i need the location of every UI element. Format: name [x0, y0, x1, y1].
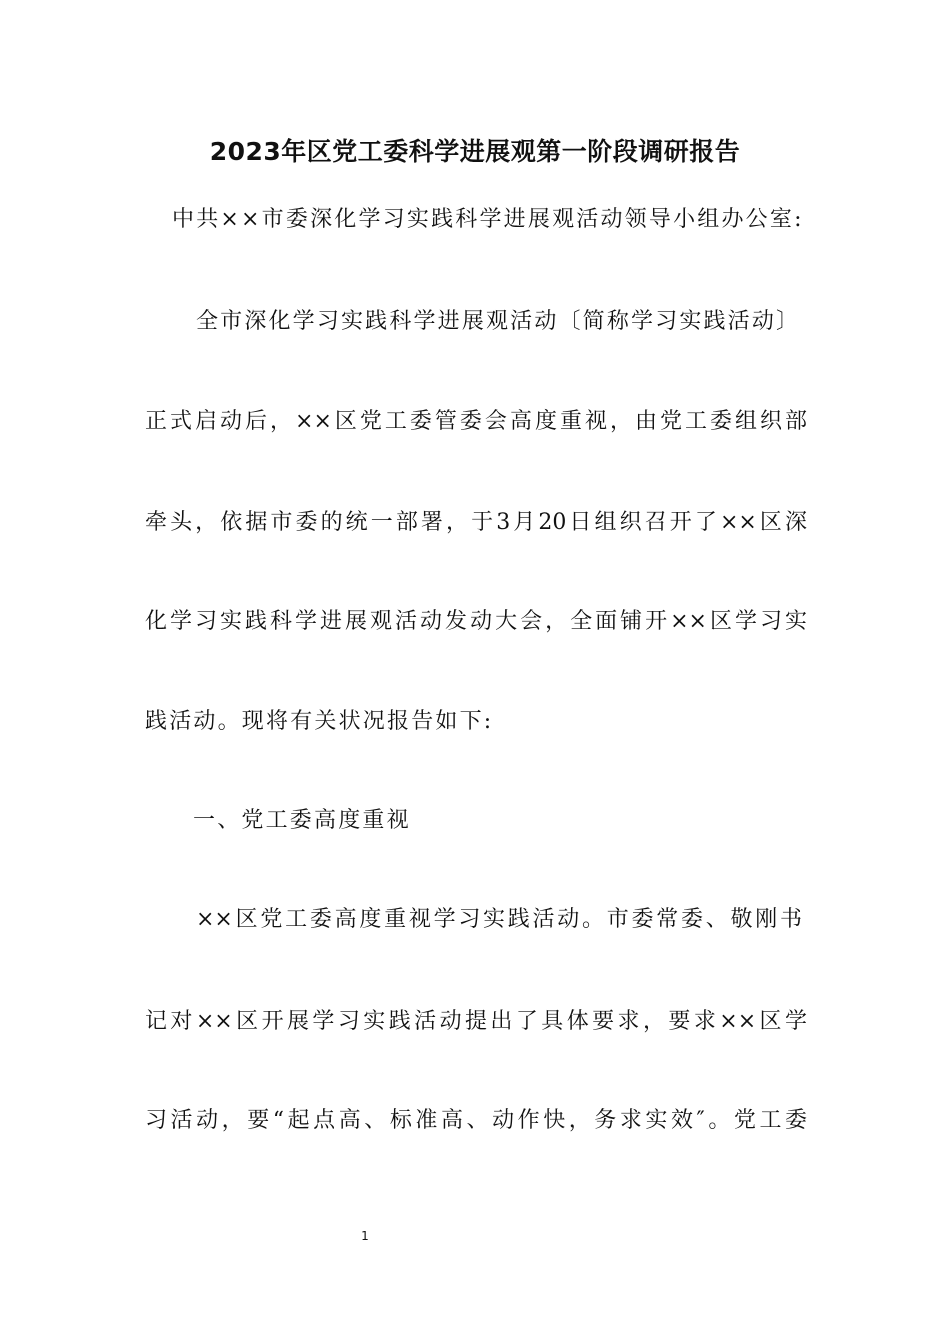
salutation-line: 中共××市委深化学习实践科学进展观活动领导小组办公室: [172, 207, 804, 232]
document-title: 2023年区党工委科学进展观第一阶段调研报告 [209, 137, 741, 166]
paragraph-line: ××区党工委高度重视学习实践活动。市委常委、敬刚书 [196, 907, 802, 932]
paragraph-line: 习活动，要“起点高、标准高、动作快，务求实效″。党工委 [145, 1108, 807, 1133]
paragraph-line: 践活动。现将有关状况报告如下: [145, 709, 494, 734]
paragraph-line: 全市深化学习实践科学进展观活动〔简称学习实践活动〕 [196, 309, 798, 334]
paragraph-line: 牵头，依据市委的统一部署，于3月20日组织召开了××区深 [145, 510, 807, 535]
paragraph-line: 化学习实践科学进展观活动发动大会，全面铺开××区学习实 [145, 609, 807, 634]
page-number: 1 [361, 1229, 369, 1243]
paragraph-line: 记对××区开展学习实践活动提出了具体要求，要求××区学 [145, 1009, 807, 1034]
paragraph-line: 正式启动后，××区党工委管委会高度重视，由党工委组织部 [145, 409, 807, 434]
section-heading: 一、党工委高度重视 [193, 808, 411, 833]
